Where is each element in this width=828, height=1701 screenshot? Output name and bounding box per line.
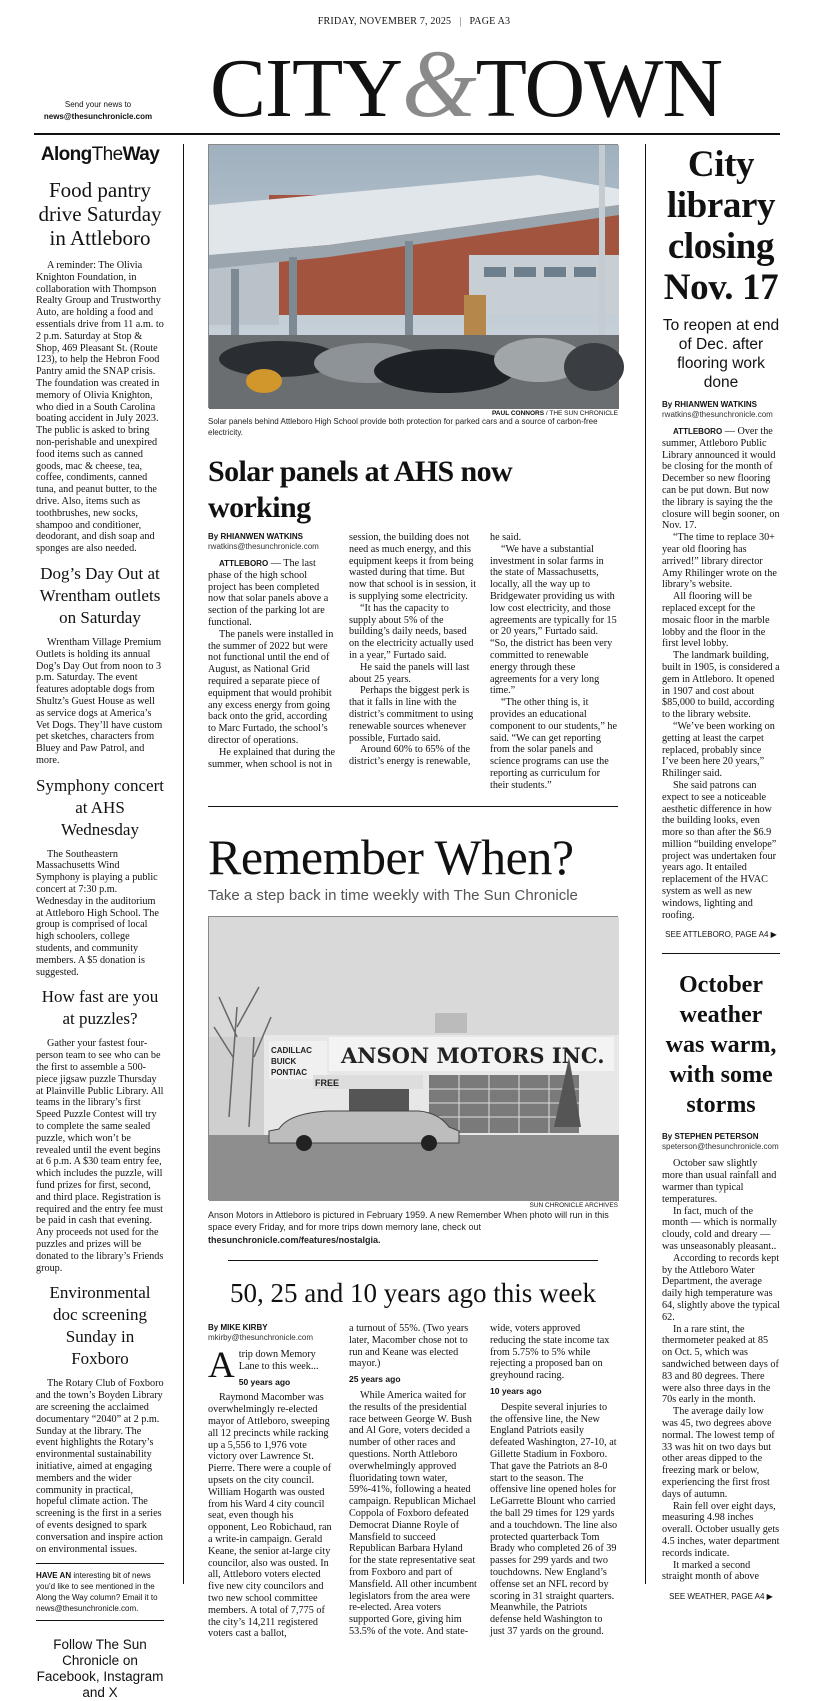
years-col-3: wide, voters approved reducing the state income tax from 5.75% to 5% while rejecting a proposed ban on greyhound racing. 10 years ago Despite several injuries to the offensive line, the New England Patriots easily defeated Washington, 27-10, at Gillette Stadium in Foxboro. That gave the Patriots an 8-0 start to the season. The offensive line opened holes for LeGarrette Blount who carried the ball 29 times for 129 yards and a touchdown. The line also protected quarterback Tom Brady who completed 26 of 39 passes for 299 yards and two touchdowns. New England’s offense set an NFL record by scoring in 31 straight quarters. Meanwhile, the Patriots defense held Washington to just 37 yards on the ground. [490, 1323, 618, 1637]
years-ago-article [208, 1323, 618, 1640]
weather-body: October saw slightly more than usual rainfall and warmer than typical temperatures. In fact, much of the month — which is normally cloudy, cold and dreary — was unseasonably pleasant.. According to records kept by the Attleboro Water Department, the average daily high temperature was 64, slightly above the typical 62. In a rare stint, the thermometer peaked at 85 on Oct. 5, which was sandwiched between days of 83 and 80 degrees. There were also three days in the 70s early in the month. The average daily low was 45, two degrees above normal. The lowest temp of 33 was hit on two days but other areas dipped to the freezing mark or below, experiencing the first frost days of autumn. Rain fell over eight days, measuring 4.98 inches overall. October usually gets 4.5 inches, water department records indicate. It marked a second straight month of above [662, 1158, 780, 1583]
solar-photo-caption: Solar panels behind Attleboro High School provide both protection for parked cars and a source of carbon-free electricity. [208, 417, 598, 437]
anson-photo-credit: SUN CHRONICLE ARCHIVES [529, 1201, 618, 1209]
dealer-brand-sign: PONTIAC [271, 1067, 307, 1077]
library-byline: By RHIANWEN WATKINS rwatkins@thesunchronicle.com [662, 400, 773, 419]
section-divider [208, 806, 618, 807]
along-item-body: Wrentham Village Premium Outlets is holding its annual Dog’s Day Out from noon to 3 p.m. Saturday. The event features adoptable dogs from Shultz’s Guest House as well as service dogs at America’s Vet Dogs. They’ll have custom pet sketches, characters from Bluey and Paw Patrol, and more. [36, 636, 163, 766]
solar-col-3: he said. “We have a substantial investment in solar farms in the state of Massachusetts, locally, all the way up to Bridgewater providing us with low cost electricity, and those agreements are typically for 15 or 20 years,” Furtado said. “So, the district has been very committed to renewable energy through these agreements for a very long time.” “The other thing is, it provides an educational component to our students,” he said. “We can get reporting from the solar panels and science programs can use the reporting as curriculum for their students.” [490, 532, 618, 791]
page-number: PAGE A3 [469, 16, 511, 27]
remember-when-headline: Remember When? [208, 828, 574, 885]
follow-social[interactable]: Follow The Sun Chronicle on Facebook, Instagram and X [36, 1637, 164, 1701]
years-ago-headline[interactable]: 50, 25 and 10 years ago this week [230, 1278, 596, 1309]
along-item [36, 563, 164, 767]
along-item-body: The Southeastern Massachusetts Wind Symphony is playing a public concert at 7:30 p.m. Wednesday in the auditorium at Attleboro High School. The group is comprised of local high schoolers, college students, and community members. A $5 donation is suggested. [36, 848, 159, 978]
anson-motors-image [209, 917, 619, 1201]
drop-cap: A [208, 1345, 235, 1387]
free-sign: FREE [315, 1077, 340, 1088]
dealer-brand-sign: BUICK [271, 1056, 297, 1066]
section-divider [228, 1260, 598, 1261]
solar-photo-credit: PAUL CONNORS / THE SUN CHRONICLE [491, 410, 618, 417]
years-col-1: By MIKE KIRBY mkirby@thesunchronicle.com Atrip down Memory Lane to this week... 50 years ago Raymond Macomber was overwhelmingly re-elected mayor of Attleboro, sweeping all 12 precincts while racking up a 5,556 to 1,976 vote victory over Lawrence St. Pierre. There were a couple of upsets on the city council. William Hogarth was ousted from his Ward 4 city council seat, even though his opponent, Leo Robichaud, ran a write-in campaign. Gerald Keane, the senior at-large city councilor, also was ousted. In all, Attleboro voters elected five new city councilors and two new school committee members. A total of 7,775 of the city’s 14,211 registered voters cast a ballot, [208, 1323, 336, 1640]
along-item [36, 986, 164, 1274]
column-rule-right [645, 144, 646, 1584]
subhead-50-years: 50 years ago [238, 1376, 291, 1387]
send-news-email[interactable]: news@thesunchronicle.com [43, 112, 153, 121]
weather-headline[interactable]: October weather was warm, with some storms [665, 972, 777, 1119]
along-item [36, 775, 164, 979]
dateline: FRIDAY, NOVEMBER 7, 2025 | PAGE A3 [317, 16, 511, 27]
date-text: FRIDAY, NOVEMBER 7, 2025 [317, 16, 452, 27]
library-deck: To reopen at end of Dec. after flooring work done [662, 317, 780, 391]
library-jump-link[interactable]: SEE ATTLEBORO, PAGE A4 ▶ [665, 930, 777, 940]
main-column [208, 144, 618, 1640]
right-column [662, 144, 780, 1601]
have-news-note: HAVE AN interesting bit of news you’d like to see mentioned in the Along the Way column? Email it to news@thesunchronicle.com. [36, 1563, 164, 1621]
dealer-brand-sign: CADILLAC [271, 1045, 312, 1055]
solar-article [208, 532, 618, 792]
along-item-headline: How fast are you at puzzles? [41, 987, 159, 1029]
remember-when-subhead: Take a step back in time weekly with The Sun Chronicle [208, 886, 578, 904]
solar-col-1: By RHIANWEN WATKINS rwatkins@thesunchronicle.com ATTLEBORO — The last phase of the high school project has been completed now that solar panels above a section of the parking lot are functional. The panels were installed in the summer of 2022 but were not functional until the end of August, as National Grid required a separate piece of equipment that would prohibit any excess energy from going back onto the grid, according to Marc Furtado, the school’s director of operations. He explained that during the summer, when school is not in [208, 532, 335, 770]
years-col-2: a turnout of 55%. (Two years later, Macomber chose not to run and Keane was elected mayor.) 25 years ago While America waited for the results of the presidential race between George W. Bush and Al Gore, voters decided a number of other races and questions. North Attleboro overwhelmingly approved fluoridating town water, 59%-41%, following a heated campaign. Republican Michael Coppola of Foxboro defeated Democrat Dianne Royle of Mansfield to succeed Republican Barbara Hyland for the state representative seat from Foxboro and part of Mansfield. All other incumbent legislators from the area were re-elected. Area voters supported Gore, giving him 53.5% of the vote. And state- [349, 1323, 477, 1637]
section-title [210, 30, 723, 137]
send-news-label: Send your news to [64, 100, 132, 109]
anson-photo-caption: Anson Motors in Attleboro is pictured in February 1959. A new Remember When photo will run in this space every Friday, and for more trips down memory lane, check out thesunchronicle.com/features/nostalgia. [208, 1209, 609, 1245]
along-item-body: The Rotary Club of Foxboro and the town’s Boyden Library are screening the acclaimed documentary “2040” at 2 p.m. Sunday at the library. The event highlights the Rotary’s environmental sustainability initiative, aimed at engaging members and the wider community in practical, hopeful climate action. The screening is the first in a series of events designed to spark conversation and inspire action on environmental issues. [36, 1378, 164, 1555]
anson-motors-photo [208, 916, 618, 1200]
weather-jump-link[interactable]: SEE WEATHER, PAGE A4 ▶ [669, 1592, 773, 1602]
column-rule-left [183, 144, 184, 1584]
solar-headline[interactable]: Solar panels at AHS now working [208, 455, 513, 524]
masthead-rule [34, 133, 780, 135]
nostalgia-link[interactable]: thesunchronicle.com/features/nostalgia. [208, 1234, 381, 1245]
along-item-headline: Food pantry drive Saturday in Attleboro [38, 178, 162, 250]
weather-byline: By STEPHEN PETERSON speterson@thesunchronicle.com [662, 1132, 779, 1152]
along-item-headline: Dog’s Day Out at Wrentham outlets on Saturday [39, 563, 161, 627]
solar-byline: By RHIANWEN WATKINS rwatkins@thesunchronicle.com [208, 532, 319, 551]
solar-panel-image [209, 145, 619, 409]
send-news-box [40, 99, 156, 123]
along-item-headline: Environmental doc screening Sunday in Foxboro [49, 1283, 151, 1369]
section-title-amp: & [401, 30, 476, 137]
library-body: ATTLEBORO — Over the summer, Attleboro Public Library announced it would be closing for the month of December so new flooring can be put down. But now the library is saying the the closure will begin sooner, on Nov. 17. “The time to replace 30+ year old flooring has arrived!” library director Amy Rhilinger wrote on the library’s website. All flooring will be replaced except for the mosaic floor in the marble lobby and the floor in the first level lobby. The landmark building, built in 1905, is considered a gem in Attleboro. It opened in 1907 and cost about $85,000 to build, according to the library website. “We’ve been working on getting at least the carpet replaced, probably since I’ve been here 20 years,” Rhilinger said. She said patrons can expect to see a noticeable aesthetic difference in how the building looks, even more so than after the $6.9 million “building envelope” project was undertaken four years ago. It entailed replacement of the HVAC system as well as new windows, lighting and roofing. [662, 426, 780, 921]
subhead-10-years: 10 years ago [490, 1386, 542, 1397]
along-item [36, 1282, 164, 1555]
right-divider [662, 953, 780, 954]
anson-sign-text: ANSON MOTORS INC. [341, 1042, 605, 1068]
section-title-left: CITY [210, 42, 402, 135]
years-byline: By MIKE KIRBY mkirby@thesunchronicle.com [208, 1323, 314, 1343]
library-headline[interactable]: City library closing Nov. 17 [663, 144, 779, 308]
section-title-right: TOWN [475, 42, 723, 135]
along-item [36, 178, 164, 555]
subhead-25-years: 25 years ago [349, 1374, 401, 1385]
along-the-way-brand: AlongTheWay [40, 144, 160, 165]
along-item-body: A reminder: The Olivia Knighton Foundation, in collaboration with Thompson Realty Group and Trustworthy Auto, are holding a food and essentials drive from 11 a.m. to 2 p.m. Saturday at Stop & Shop, 469 Pleasant St. (Route 123), to help the Hebron Food Pantry amid the SNAP crisis. The foundation was created in memory of Olivia Knighton, who died in a South Carolina boating accident in July 2023. The public is asked to bring non-perishable and unexpired food items such as canned goods, mac & cheese, tea, coffee, condiments, canned tuna, and peanut butter, to the drive. Also, items such as toothbrushes, new socks, shampoo and conditioner, deodorant, and dish soap and sponges are also needed. [36, 260, 164, 555]
solar-photo [208, 144, 618, 408]
along-the-way-column [36, 144, 164, 1701]
along-item-headline: Symphony concert at AHS Wednesday [36, 775, 164, 839]
along-item-body: Gather your fastest four-person team to see who can be the first to assemble a 500-piece jigsaw puzzle Thursday at Plainville Public Library. All teams in the library’s first Speed Puzzle Contest will try to complete the same sealed puzzle, which won’t be revealed until the event begins at 6 p.m. A $30 team entry fee, which includes the puzzle, will fund prizes for first, second, and third place. Registration is required and the entry fee must be paid in cash that evening. Any proceeds not used for the puzzles and prizes will be donated to the library’s Friends group. [36, 1038, 164, 1274]
solar-col-2: session, the building does not need as much energy, and this equipment keeps it from being wasted during that time. But now that school is in session, it is supplying some electricity. “It has the capacity to supply about 5% of the building’s daily needs, based on the electricity actually used in a year,” Furtado said. He said the panels will last about 25 years. Perhaps the biggest perk is that it falls in line with the district’s commitment to using renewable sources whenever possible, Furtado said. Around 60% to 65% of the district’s energy is renewable, [349, 532, 477, 768]
